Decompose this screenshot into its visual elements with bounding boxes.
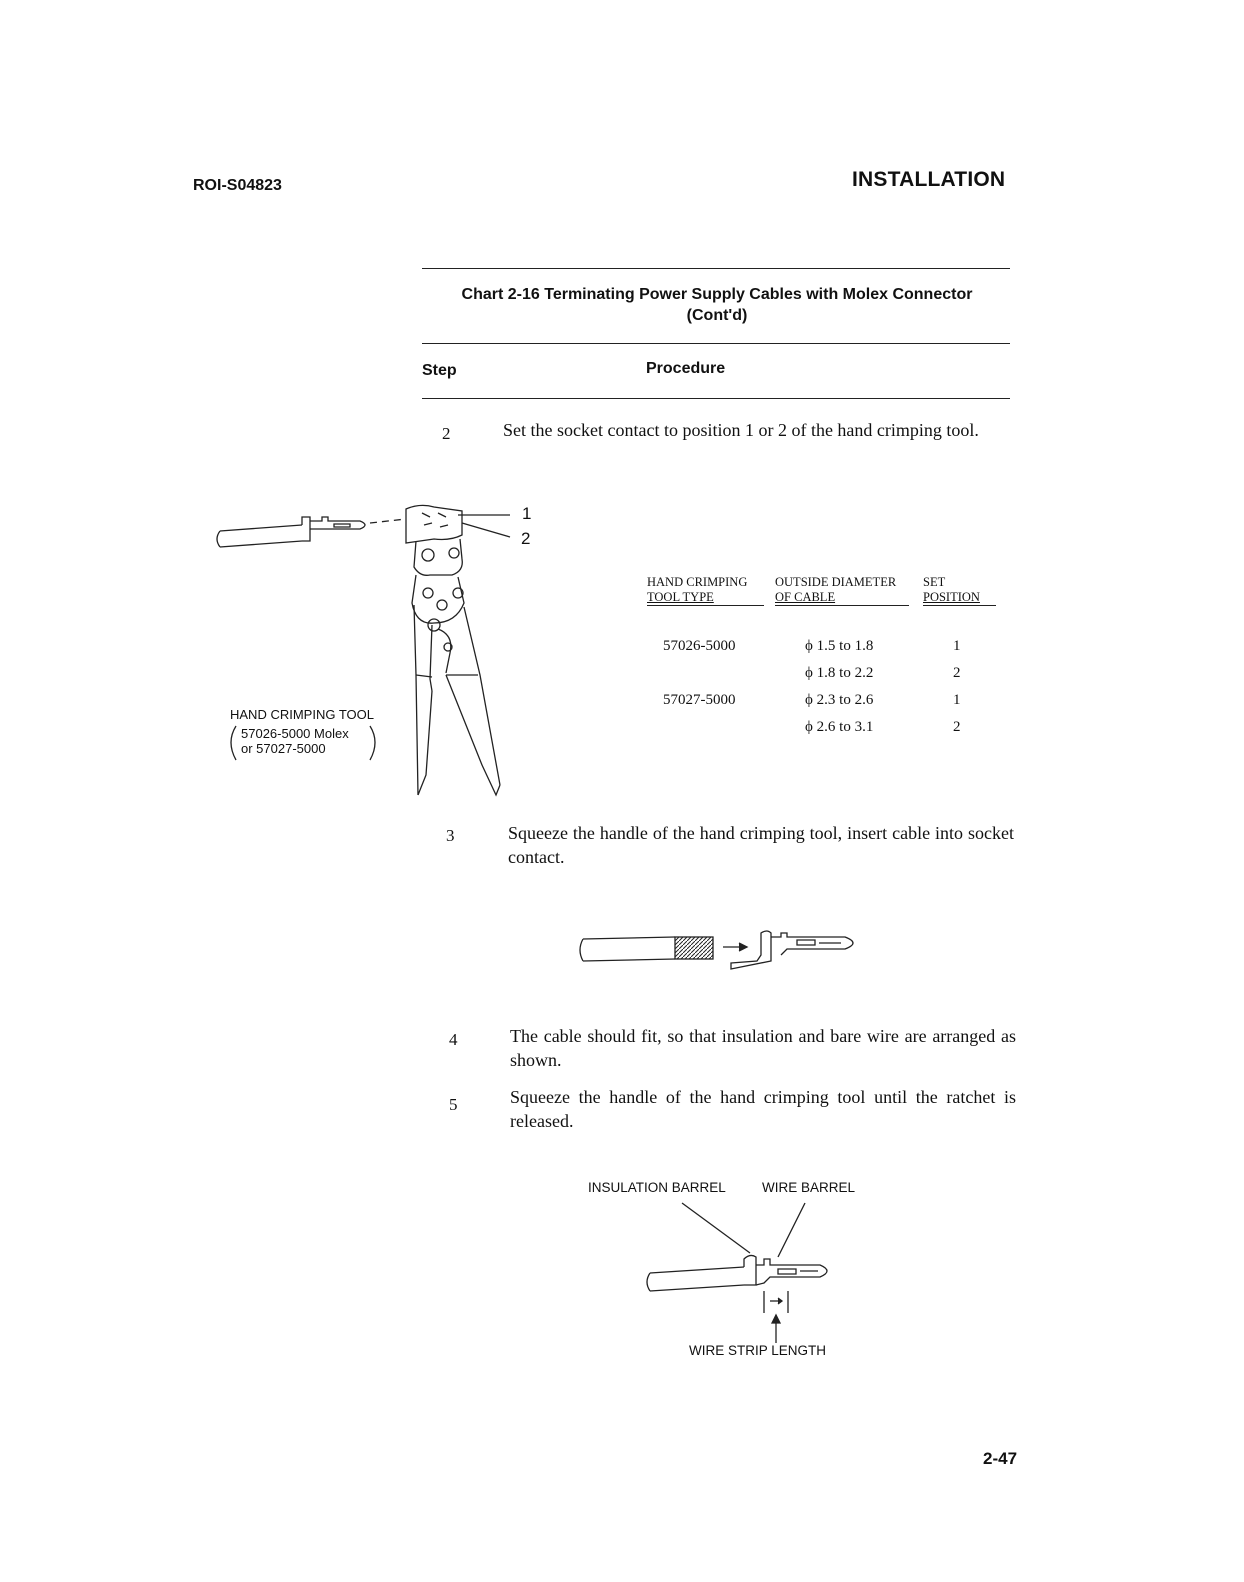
column-header-rule <box>422 398 1010 399</box>
callout-position-2: 2 <box>521 529 531 548</box>
spec-diameter: ϕ 1.5 to 1.8 <box>805 638 874 654</box>
column-header-step: Step <box>422 362 457 379</box>
step-text: Set the socket contact to position 1 or 2 of the hand crimping tool. <box>503 420 979 440</box>
document-id: ROI-S04823 <box>193 177 282 194</box>
spec-header-position: SET POSITION <box>923 575 980 604</box>
chart-top-rule <box>422 268 1010 269</box>
chart-header-rule <box>422 343 1010 344</box>
wire-barrel-label: WIRE BARREL <box>762 1180 856 1195</box>
chart-title-line2: (Cont'd) <box>686 307 748 324</box>
step-text: The cable should fit, so that insulation and bare wire are arranged as shown. <box>510 1026 1016 1070</box>
spec-header-diameter: OUTSIDE DIAMETER OF CABLE <box>775 575 897 604</box>
tool-label-model: 57026-5000 Molex <box>241 726 349 741</box>
page-number: 2-47 <box>983 1449 1018 1468</box>
column-header-procedure: Procedure <box>646 360 726 377</box>
chart-title <box>422 284 1012 326</box>
wire-strip-length-label: WIRE STRIP LENGTH <box>689 1343 827 1358</box>
spec-position: 1 <box>953 692 961 708</box>
section-title: INSTALLATION <box>852 168 1006 191</box>
spec-header-underline <box>647 605 764 606</box>
spec-diameter: ϕ 2.6 to 3.1 <box>805 719 874 735</box>
tool-label-title: HAND CRIMPING TOOL <box>230 707 374 722</box>
insulation-barrel-label: INSULATION BARREL <box>588 1180 726 1195</box>
step-number: 4 <box>449 1030 458 1049</box>
step-number: 3 <box>446 826 455 845</box>
step-number: 2 <box>442 424 451 443</box>
step-text: Squeeze the handle of the hand crimping tool, insert cable into socket contact. <box>508 823 1014 867</box>
spec-tool-type: 57027-5000 <box>663 692 736 708</box>
spec-header-underline <box>923 605 996 606</box>
spec-position: 2 <box>953 719 961 735</box>
chart-title-line1: Chart 2-16 Terminating Power Supply Cables with Molex Connector <box>461 286 973 303</box>
spec-position: 2 <box>953 665 961 681</box>
spec-diameter: ϕ 1.8 to 2.2 <box>805 665 874 681</box>
callout-position-1: 1 <box>522 504 532 523</box>
step-number: 5 <box>449 1095 458 1114</box>
spec-tool-type: 57026-5000 <box>663 638 736 654</box>
spec-position: 1 <box>953 638 961 654</box>
spec-diameter: ϕ 2.3 to 2.6 <box>805 692 874 708</box>
callout-leaders <box>440 505 530 545</box>
cable-insertion-illustration <box>575 925 875 980</box>
tool-label-alt-model: or 57027-5000 <box>241 741 326 756</box>
step-text: Squeeze the handle of the hand crimping tool until the ratchet is released. <box>510 1087 1016 1131</box>
spec-header-tool-type: HAND CRIMPING TOOL TYPE <box>647 575 748 604</box>
spec-header-underline <box>775 605 909 606</box>
crimped-contact-illustration <box>640 1195 870 1345</box>
